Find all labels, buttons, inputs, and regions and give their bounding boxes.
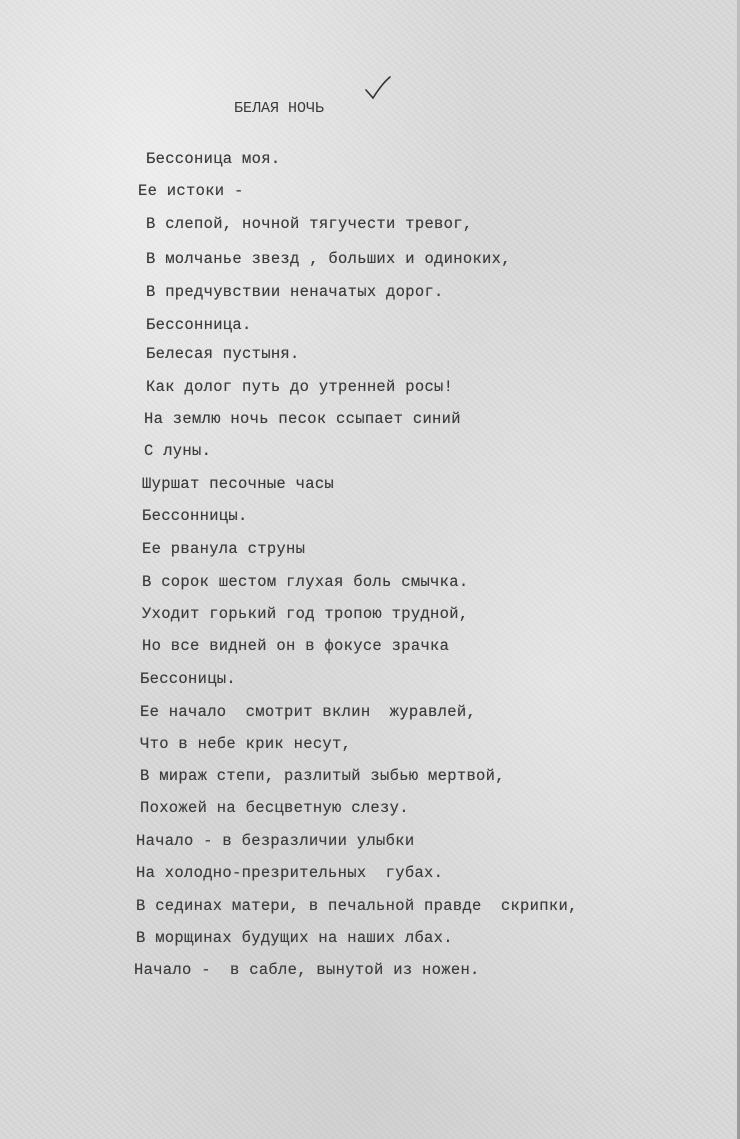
poem-line: В слепой, ночной тягучести тревог,	[146, 215, 473, 233]
poem-line: Что в небе крик несут,	[140, 735, 352, 753]
poem-line: Бессонницы.	[142, 507, 248, 525]
poem-line: Бессонница.	[146, 316, 252, 334]
poem-title: БЕЛАЯ НОЧЬ	[234, 100, 325, 117]
poem-line: Как долог путь до утренней росы!	[146, 378, 454, 396]
poem-line: Бессоница моя.	[146, 150, 281, 168]
poem-line: Ее истоки -	[138, 182, 244, 200]
poem-line: Начало - в сабле, вынутой из ножен.	[134, 961, 480, 979]
checkmark-icon	[364, 76, 392, 104]
poem-line: На холодно-презрительных губах.	[136, 864, 444, 882]
poem-line: Шуршат песочные часы	[142, 475, 335, 493]
poem-line: Ее начало смотрит вклин журавлей,	[140, 703, 477, 721]
poem-line: В молчанье звезд , больших и одиноких,	[146, 250, 511, 268]
poem-line: В морщинах будущих на наших лбах.	[136, 929, 453, 947]
poem-line: На землю ночь песок ссыпает синий	[144, 410, 461, 428]
poem-line: С луны.	[144, 442, 212, 460]
poem-line: Бессоницы.	[140, 670, 237, 688]
poem-line: Ее рванула струны	[142, 540, 306, 558]
poem-line: Уходит горький год тропою трудной,	[142, 605, 469, 623]
poem-line: Похожей на бесцветную слезу.	[140, 799, 409, 817]
poem-line: Начало - в безразличии улыбки	[136, 832, 415, 850]
poem-line: Белесая пустыня.	[146, 345, 300, 363]
poem-line: В сорок шестом глухая боль смычка.	[142, 573, 469, 591]
poem-line: В предчувствии неначатых дорог.	[146, 283, 444, 301]
poem-line: В мираж степи, разлитый зыбью мертвой,	[140, 767, 505, 785]
poem-line: Но все видней он в фокусе зрачка	[142, 637, 450, 655]
poem-line: В сединах матери, в печальной правде скрипки,	[136, 897, 578, 915]
